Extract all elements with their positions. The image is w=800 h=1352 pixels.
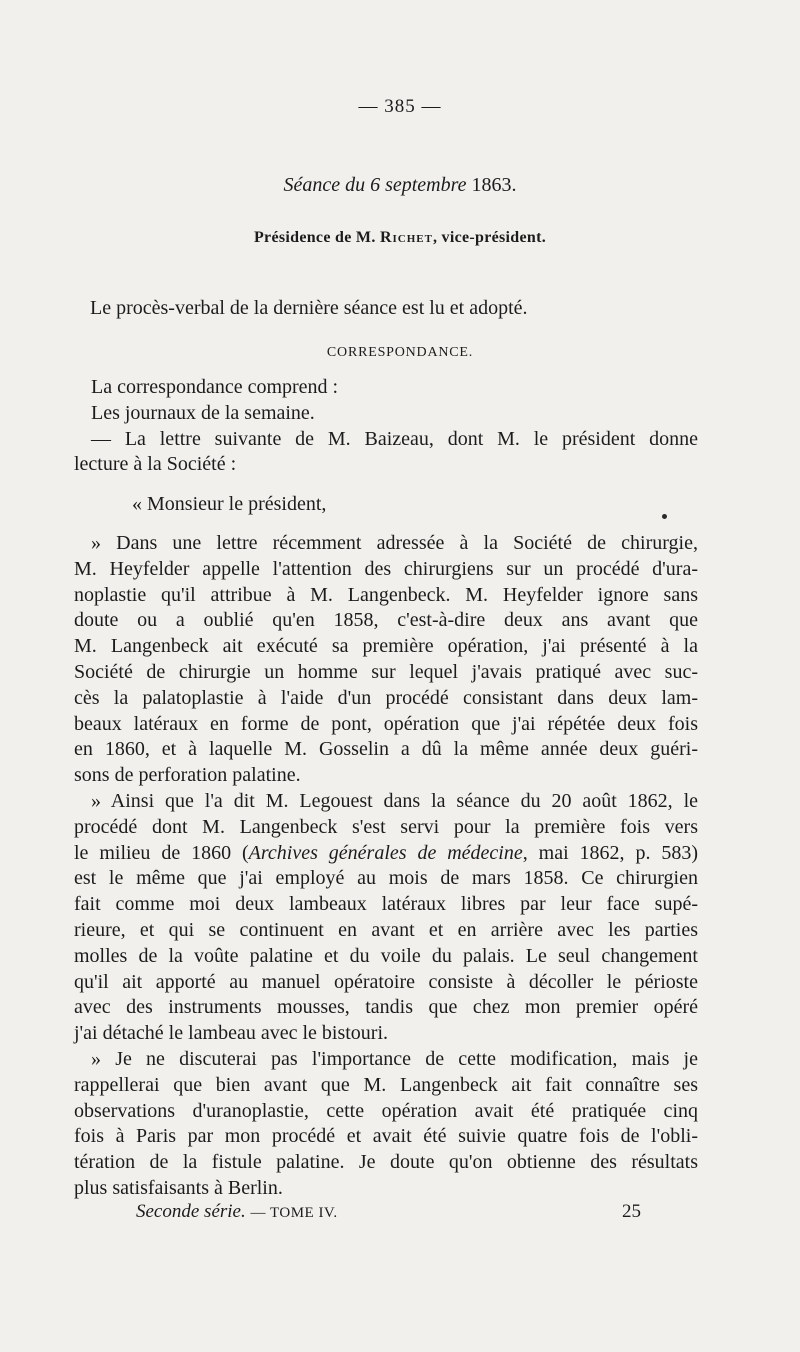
text-line: Société de chirurgie un homme sur lequel j'avais pratiqué avec suc- (74, 660, 698, 683)
text-line: fait comme moi deux lambeaux latéraux libres par leur face supé- (74, 893, 698, 916)
text-line: M. Heyfelder appelle l'attention des chirurgiens sur un procédé d'ura- (74, 557, 698, 580)
correspondence-block (74, 375, 698, 478)
letter-salutation: « Monsieur le président, (132, 493, 327, 515)
text-line: tération de la fistule palatine. Je doute qu'on obtienne des résultats (74, 1151, 698, 1174)
letter-salutation-block (74, 492, 698, 518)
minutes-line: Le procès-verbal de la dernière séance est lu et adopté. (90, 297, 528, 319)
footer-tome: — TOME IV. (250, 1205, 338, 1221)
text-line: molles de la voûte palatine et du voile du palais. Le seul changement (74, 944, 698, 967)
footer-series: Seconde série. (136, 1201, 246, 1222)
text-line: en 1860, et à laquelle M. Gosselin a dû la même année deux guéri- (74, 738, 698, 761)
text-line: rappellerai que bien avant que M. Langenbeck ait fait connaître ses (74, 1073, 698, 1096)
correspondence-heading: CORRESPONDANCE. (326, 345, 474, 360)
session-year: 1863. (471, 174, 517, 196)
text-line: qu'il ait apporté au manuel opératoire consiste à décoller le périoste (74, 970, 698, 993)
text-line: lecture à la Société : (74, 453, 237, 476)
text-line: » Je ne discuterai pas l'importance de cette modification, mais je (91, 1047, 698, 1070)
page-number: — 385 — (358, 96, 442, 117)
presidency-name: Richet (379, 229, 433, 246)
presidency-line (0, 229, 800, 247)
archives-line (74, 841, 698, 867)
archives-before: le milieu de 1860 ( (74, 841, 249, 864)
footer-signature: 25 (622, 1201, 641, 1222)
session-title (0, 174, 800, 197)
text-line: La correspondance comprend : (91, 376, 339, 398)
text-line: » Ainsi que l'a dit M. Legouest dans la séance du 20 août 1862, le (91, 789, 698, 812)
archives-after: , mai 1862, p. 583) (522, 841, 698, 864)
text-line: — La lettre suivante de M. Baizeau, dont M. le président donne (91, 427, 698, 450)
text-line: doute ou a oublié qu'en 1858, c'est-à-dire deux ans avant que (74, 609, 698, 632)
text-line: plus satisfaisants à Berlin. (74, 1176, 283, 1199)
text-line: est le même que j'ai employé au mois de mars 1858. Ce chirurgien (74, 867, 698, 890)
ink-speck (662, 514, 667, 519)
text-line: M. Langenbeck ait exécuté sa première opération, j'ai présenté à la (74, 635, 698, 658)
journal-title: Archives générales de médecine (248, 841, 523, 864)
presidency-suffix: , vice-président. (432, 229, 547, 246)
text-line: sons de perforation palatine. (74, 764, 301, 787)
presidency-prefix: Présidence de M. (253, 229, 376, 246)
text-line: avec des instruments mousses, tandis que chez mon premier opéré (74, 996, 698, 1019)
letter-body (74, 531, 698, 1202)
text-line: procédé dont M. Langenbeck s'est servi pour la première fois vers (74, 815, 698, 838)
text-line: noplastie qu'il attribue à M. Langenbeck. M. Heyfelder ignore sans (74, 583, 698, 606)
text-line: cès la palatoplastie à l'aide d'un procédé consistant dans deux lam- (74, 686, 698, 709)
page-footer (136, 1201, 641, 1223)
text-line: beaux latéraux en forme de pont, opération que j'ai répétée deux fois (74, 712, 698, 735)
text-line: j'ai détaché le lambeau avec le bistouri. (74, 1022, 389, 1045)
session-title-text: Séance du 6 septembre (283, 174, 467, 196)
text-line: » Dans une lettre récemment adressée à la Société de chirurgie, (91, 532, 698, 554)
text-line: rieure, et qui se continuent en avant et en arrière avec les parties (74, 918, 698, 941)
text-line: Les journaux de la semaine. (91, 401, 315, 424)
text-line: observations d'uranoplastie, cette opération avait été pratiquée cinq (74, 1099, 698, 1122)
text-line: fois à Paris par mon procédé et avait été suivie quatre fois de l'obli- (74, 1125, 698, 1148)
